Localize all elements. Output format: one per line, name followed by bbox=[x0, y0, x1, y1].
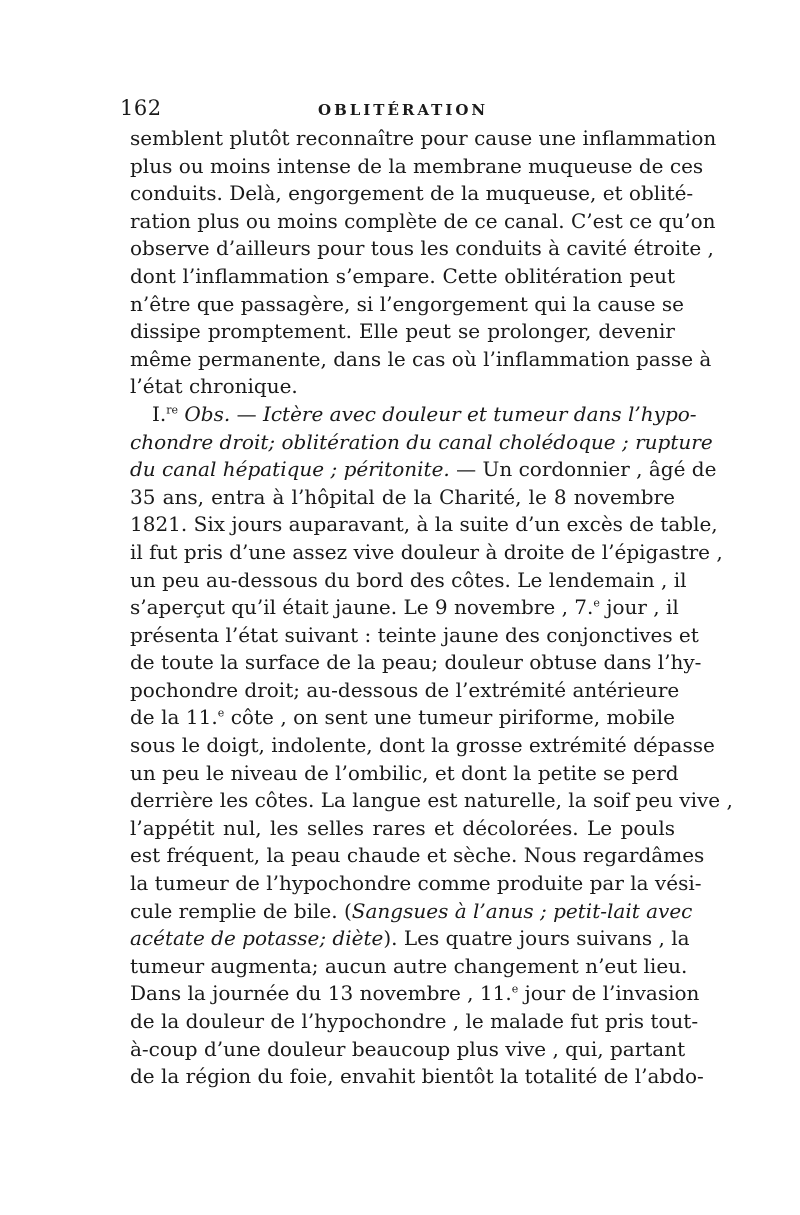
text-line: pochondre droit; au-dessous de l’extrémité antérieure bbox=[130, 677, 680, 702]
observation-label: Obs. bbox=[184, 401, 231, 426]
text-line: derrière les côtes. La langue est naturelle, la soif peu vive , bbox=[130, 788, 733, 813]
text-line: un peu le niveau de l’ombilic, et dont la petite se perd bbox=[130, 760, 679, 785]
text-span: Un cordonnier , âgé de bbox=[482, 457, 717, 482]
body-text bbox=[130, 125, 733, 1091]
observation-title-line: chondre droit; oblitération du canal cholédoque ; rupture bbox=[130, 429, 713, 454]
superscript: e bbox=[511, 982, 519, 996]
observation-title: Ictère avec douleur et tumeur dans l’hypo- bbox=[262, 401, 697, 426]
text-line: l’état chronique. bbox=[130, 374, 298, 399]
text-line: n’être que passagère, si l’engorgement qui la cause se bbox=[130, 291, 684, 316]
text-line: de la région du foie, envahit bientôt la totalité de l’abdo- bbox=[130, 1064, 704, 1089]
text-span: s’aperçut qu’il était jaune. Le 9 novembre , 7. bbox=[130, 595, 594, 620]
page-number: 162 bbox=[120, 96, 162, 120]
text-line bbox=[130, 594, 679, 622]
text-line: est fréquent, la peau chaude et sèche. Nous regardâmes bbox=[130, 843, 705, 868]
em-dash: — bbox=[449, 457, 483, 482]
text-line: ration plus ou moins complète de ce canal. C’est ce qu’on bbox=[130, 208, 716, 233]
text-line: dont l’inflammation s’empare. Cette oblitération peut bbox=[130, 263, 675, 288]
text-span: cule remplie de bile. ( bbox=[130, 898, 352, 923]
observation-number: I. bbox=[152, 401, 167, 426]
superscript: e bbox=[593, 596, 600, 610]
text-span: côte , on sent une tumeur piriforme, mobile bbox=[224, 705, 675, 730]
text-line bbox=[130, 456, 717, 484]
text-line: il fut pris d’une assez vive douleur à droite de l’épigastre , bbox=[130, 539, 723, 564]
text-line: même permanente, dans le cas où l’inflammation passe à bbox=[130, 346, 712, 371]
text-line: de toute la surface de la peau; douleur obtuse dans l’hy- bbox=[130, 650, 702, 675]
text-line bbox=[130, 925, 690, 953]
text-span: Dans la journée du 13 novembre , 11. bbox=[130, 981, 512, 1006]
text-line: de la douleur de l’hypochondre , le malade fut pris tout- bbox=[130, 1009, 699, 1033]
observation-title-end: du canal hépatique ; péritonite. bbox=[130, 457, 450, 482]
text-span: de la 11. bbox=[130, 705, 218, 730]
superscript: e bbox=[217, 706, 225, 720]
text-line: plus ou moins intense de la membrane muqueuse de ces bbox=[130, 153, 704, 178]
text-line: observe d’ailleurs pour tous les conduits à cavité étroite , bbox=[130, 236, 714, 261]
running-title: OBLITÉRATION bbox=[318, 101, 489, 119]
text-line: la tumeur de l’hypochondre comme produite par la vési- bbox=[130, 871, 702, 896]
text-line bbox=[130, 898, 693, 926]
superscript: re bbox=[166, 403, 179, 417]
text-line: à-coup d’une douleur beaucoup plus vive , qui, partant bbox=[130, 1036, 686, 1061]
text-line: l’appétit nul, les selles rares et décolorées. Le pouls bbox=[130, 815, 675, 840]
text-span: ). Les quatre jours suivans , la bbox=[383, 926, 690, 951]
em-dash: — bbox=[230, 401, 263, 426]
text-line: tumeur augmenta; aucun autre changement n’eut lieu. bbox=[130, 953, 688, 978]
page-header bbox=[120, 96, 680, 122]
prescription-text: Sangsues à l’anus ; petit-lait avec bbox=[351, 898, 693, 923]
text-line: sous le doigt, indolente, dont la grosse extrémité dépasse bbox=[130, 733, 715, 758]
prescription-text: acétate de potasse; diète bbox=[130, 926, 384, 951]
text-line: présenta l’état suivant : teinte jaune des conjonctives et bbox=[130, 622, 699, 647]
text-line: semblent plutôt reconnaître pour cause une inflammation bbox=[130, 126, 717, 150]
text-line: un peu au-dessous du bord des côtes. Le lendemain , il bbox=[130, 567, 687, 592]
observation-heading bbox=[130, 401, 697, 429]
text-line: 35 ans, entra à l’hôpital de la Charité, le 8 novembre bbox=[130, 484, 675, 509]
text-line bbox=[130, 980, 700, 1008]
text-line: dissipe promptement. Elle peut se prolonger, devenir bbox=[130, 319, 675, 344]
text-line bbox=[130, 704, 675, 732]
text-line: 1821. Six jours auparavant, à la suite d’un excès de table, bbox=[130, 512, 718, 537]
text-span: jour de l’invasion bbox=[518, 981, 700, 1006]
text-line: conduits. Delà, engorgement de la muqueuse, et oblité- bbox=[130, 181, 694, 206]
text-span: jour , il bbox=[599, 595, 679, 620]
